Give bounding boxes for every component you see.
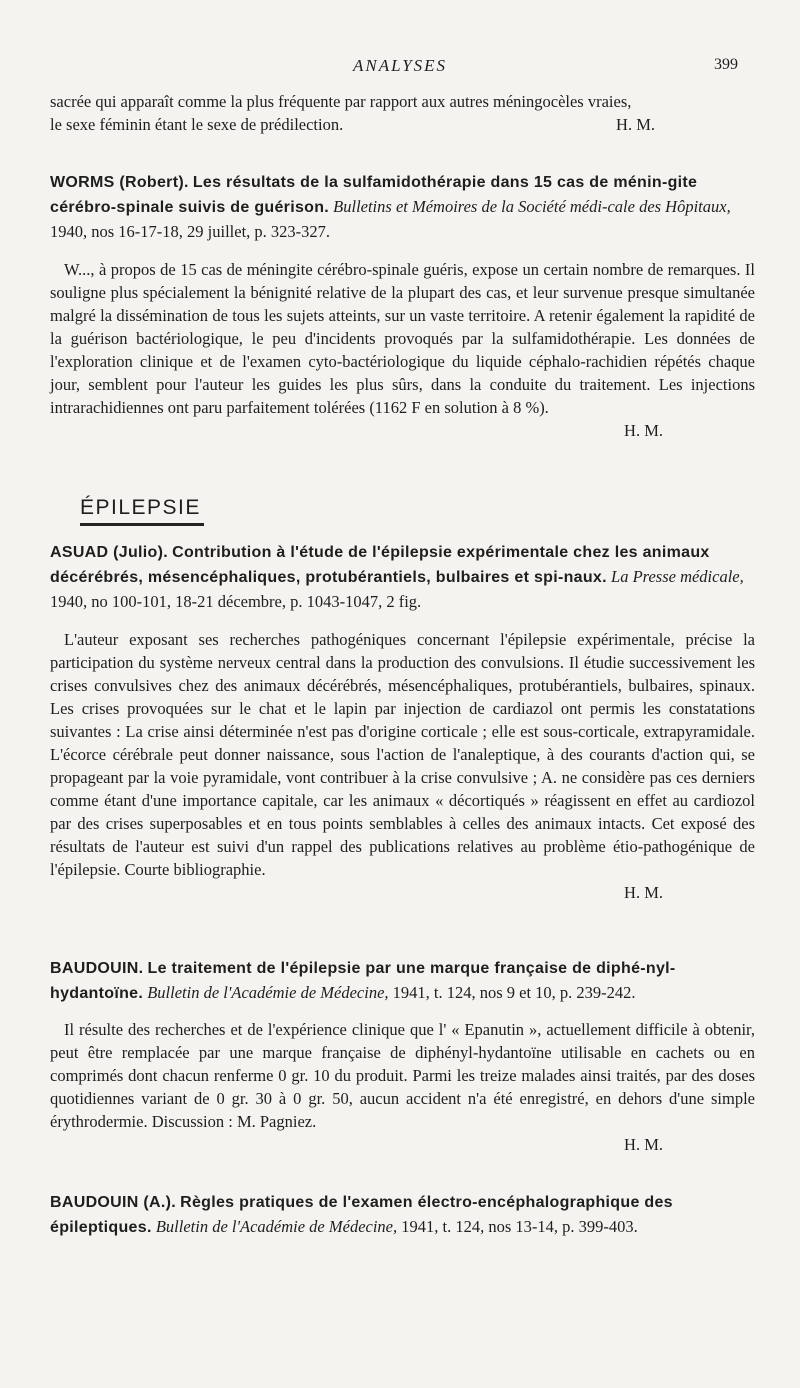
entry-source: Bulletin de l'Académie de Médecine, xyxy=(155,1217,398,1236)
intro-initials: H. M. xyxy=(616,115,655,134)
intro-line-2 xyxy=(50,113,755,136)
entry-worms xyxy=(50,170,755,442)
entry-baudouin-2 xyxy=(50,1190,755,1240)
entry-baudouin-1 xyxy=(50,956,755,1156)
entry-title: Les résultats de la sulfamidothérapie dans 15 cas de ménin-gite cérébro-spinale suivis de guérison. xyxy=(50,174,698,216)
entry-reference xyxy=(50,540,755,614)
entry-reference xyxy=(50,170,755,244)
entry-author: BAUDOUIN (A.). xyxy=(50,1194,176,1211)
intro-line-1: sacrée qui apparaît comme la plus fréquente par rapport aux autres méningocèles vraies, xyxy=(50,92,632,111)
entry-author: BAUDOUIN. xyxy=(50,960,144,977)
running-title: ANALYSES xyxy=(352,56,448,75)
entry-abstract: L'auteur exposant ses recherches pathogéniques concernant l'épilepsie expérimentale, précise la participation du système nerveux central dans la production des convulsions. Il étudie successivement les crises convulsives chez des animaux décérébrés, mésencéphaliques, protubérantiels, bulbaires, spinaux. Les crises provoquées sur le chat et le lapin par injection de cardiazol ont permis les constatations suivantes : La crise ainsi déterminée n'est pas d'origine corticale ; elle est sous-corticale, extrapyramidale. L'écorce cérébrale peut donner naissance, sous l'action de l'analeptique, à des courants d'action qui, se propageant par la voie pyramidale, vont contribuer à la crise convulsive ; A. ne considère pas ces derniers comme étant d'une importance capitale, car les animaux « décortiqués » réagissent en effet au cardiozol par des crises superposables et en tous points semblables à celles des animaux intacts. Cet exposé des résultats de l'auteur est suivi d'un rappel des publications relatives au problème étio-pathogénique de l'épilepsie. Courte bibliographie. xyxy=(50,630,755,879)
entry-title: Le traitement de l'épilepsie par une marque française de diphé-nyl-hydantoïne. xyxy=(50,960,676,1002)
entry-abstract: W..., à propos de 15 cas de méningite cérébro-spinale guéris, expose un certain nombre de remarques. Il souligne plus spécialement la bénignité relative de la plupart des cas, et leur survenue presque simultanée malgré la dissémination de tous les sujets atteints, sur un vaste territoire. A retenir également la rapidité de la guérison bactériologique, le peu d'incidents provoqués par la sulfamidothérapie. Les données de l'exploration clinique et de l'examen cyto-bactériologique du liquide céphalo-rachidien répétés chaque jour, semblent pour l'auteur les guides les plus sûrs, dans la conduite du traitement. Les injections intrarachidiennes ont paru parfaitement tolérées (1162 F en solution à 8 %). xyxy=(50,260,755,417)
entry-title: Règles pratiques de l'examen électro-encéphalographique des épileptiques. xyxy=(50,1194,673,1236)
section-underline xyxy=(80,523,204,526)
entry-reference xyxy=(50,956,755,1006)
entry-author: ASUAD (Julio). xyxy=(50,544,168,561)
entry-initials: H. M. xyxy=(624,883,663,902)
entry-abstract: Il résulte des recherches et de l'expérience clinique que l' « Epanutin », actuellement difficile à obtenir, peut être remplacée par une marque française de diphényl-hydantoïne utilisable en cachets ou en comprimés dont chacun renferme 0 gr. 10 du produit. Parmi les treize malades ainsi traités, par des doses quotidiennes variant de 0 gr. 30 à 0 gr. 50, aucun accident n'a été enregistré, en dehors d'une simple érythrodermie. Discussion : M. Pagniez. xyxy=(50,1020,755,1131)
section-heading: ÉPILEPSIE xyxy=(80,496,201,519)
entry-details: 1941, t. 124, nos 9 et 10, p. 239-242. xyxy=(392,983,636,1002)
entry-source: La Presse médicale, xyxy=(611,567,744,586)
entry-title: Contribution à l'étude de l'épilepsie expérimentale chez les animaux décérébrés, mésencéphaliques, protubérantiels, bulbaires et spi-naux. xyxy=(50,544,710,586)
entry-details: 1940, nos 16-17-18, 29 juillet, p. 323-327. xyxy=(50,222,331,241)
entry-source: Bulletin de l'Académie de Médecine, xyxy=(147,983,389,1002)
intro-paragraph xyxy=(50,90,755,136)
entry-details: 1941, t. 124, nos 13-14, p. 399-403. xyxy=(401,1217,638,1236)
intro-line-2-text: le sexe féminin étant le sexe de prédilection. xyxy=(50,115,344,134)
entry-asuad xyxy=(50,540,755,904)
entry-initials: H. M. xyxy=(624,1135,663,1154)
entry-initials: H. M. xyxy=(624,421,663,440)
entry-details: 1940, no 100-101, 18-21 décembre, p. 1043-1047, 2 fig. xyxy=(50,592,422,611)
page-number: 399 xyxy=(714,56,738,73)
running-header xyxy=(0,56,800,80)
entry-reference xyxy=(50,1190,755,1240)
entry-author: WORMS (Robert). xyxy=(50,174,189,191)
entry-source: Bulletins et Mémoires de la Société médi-cale des Hôpitaux, xyxy=(333,197,731,216)
